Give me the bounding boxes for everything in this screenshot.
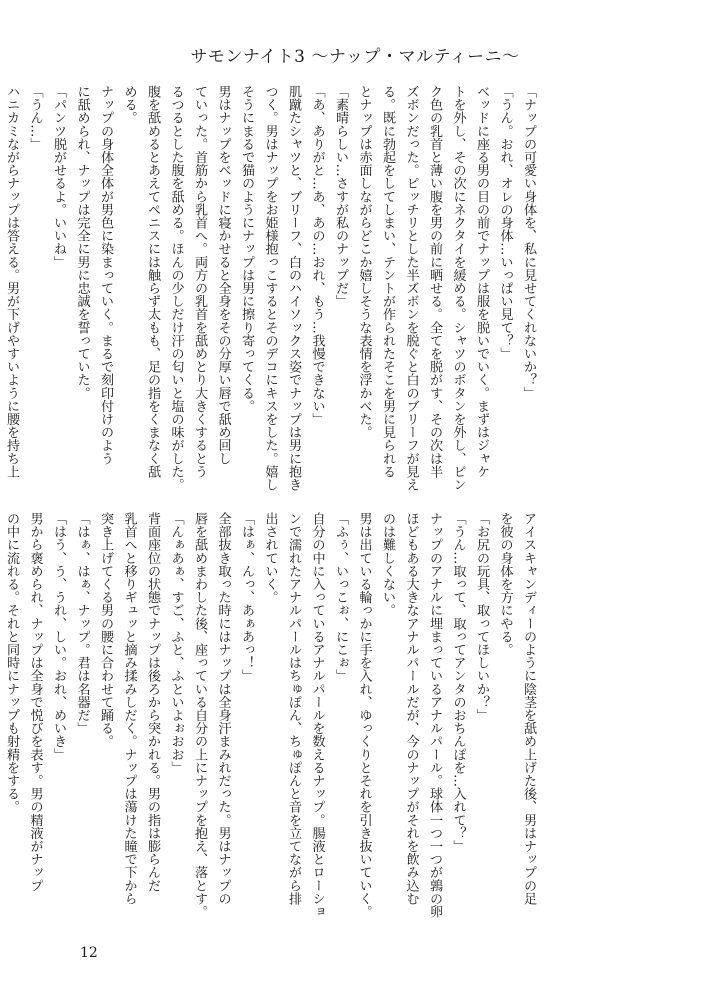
text-line: ンで濡れたアナルパールはちゅぽん、ちゅぽんと音を立てながら排 <box>286 512 301 905</box>
text-line: 出されていく。 <box>262 512 278 604</box>
text-line: の中に流れる。それと同時にナップも射精をする。 <box>4 512 19 814</box>
page-number: 12 <box>80 945 98 961</box>
lower-text-column <box>4 512 540 927</box>
text-line: 「パンツ脱がせるよ。いいね」 <box>51 85 66 269</box>
text-line: 男から褒められ、ナップは全身で悦びを表す。男の精液がナップ <box>27 512 43 892</box>
text-line: 「うん。おれ、オレの身体…いっぱい見て？」 <box>497 85 513 361</box>
text-line: 自分の中に入っているアナルパールを数えるナップ。腸液とローショ <box>309 512 325 919</box>
text-line: 「はぁ、はぁ、ナップ。君は名器だ」 <box>74 512 90 735</box>
text-line: 「んぁあぁ、すご、ふと、ふといよぉおお」 <box>168 512 184 774</box>
text-line: 男は出ている輪っかに手を入れ、ゆっくりとそれを引き抜いていく。 <box>356 512 372 919</box>
text-line: を彼の身体を方にやる。 <box>497 512 513 657</box>
text-line: 男はナップをベッドに寝かせると全身をその分厚い唇で舐め回し <box>215 85 231 465</box>
text-line: るつるとした腹を舐める。ほんの少しだけ汗の匂いと塩の味がした。 <box>168 85 184 492</box>
text-line: ク色の乳首と薄い腹を男の前に晒せる。全てを脱がす、その次は半 <box>427 85 442 478</box>
text-line: 「はぁ、んっ、あぁあっ！」 <box>239 512 254 683</box>
text-line: ナップの身体全体が男色に染まっていく。まるで刻印付けのよう <box>98 85 113 465</box>
text-line: 背面座位の状態でナップは後ろから突かれる。男の指は膨らんだ <box>145 512 160 892</box>
text-line: 腹を舐めるとあえてペニスには触らず太もも、足の指をくまなく舐 <box>145 85 160 478</box>
text-line: ナップのアナルに埋まっているアナルパール。球体一つ一つが鶉の卵 <box>427 512 442 919</box>
text-line: める。 <box>121 85 137 125</box>
text-line: 肌蹴たシャツと、ブリーフ、白のハイソックス姿でナップは男に抱き <box>286 85 301 492</box>
text-line: 「うん…」 <box>27 85 43 151</box>
text-line: 「はう、う、うれ、しい。おれ、めいき」 <box>51 512 66 761</box>
text-line: ハニカミながらナップは答える。男が下げやすいように腰を持ち上 <box>4 85 19 478</box>
text-line: アイスキャンディーのように陰茎を舐め上げた後、男はナップの足 <box>521 512 536 905</box>
text-line: 「お尻の玩具、取ってほしいか？」 <box>474 512 489 722</box>
text-line: ほどもある大きなアナルパールだが、今のナップがそれを飲み込む <box>403 512 419 905</box>
text-line: とナップは赤面しながらどこか嬉しそうな表情を浮かべた。 <box>356 85 372 439</box>
text-line: 「ナップの可愛い身体を、私に見せてくれないか？」 <box>521 85 536 400</box>
text-line: のは難しくない。 <box>380 512 395 617</box>
text-line: 突き上げてくる男の腰に合わせて踊る。 <box>98 512 113 748</box>
page-title: サモンナイト3 〜ナップ・マルティーニ〜 <box>190 47 520 67</box>
text-line: 「素晴らしい…さすが私のナップだ」 <box>333 85 348 308</box>
text-line: 乳首へと移りギュッと摘み揉みしだく。ナップは蕩けた瞳で下から <box>121 512 137 905</box>
text-line: 全部抜き取った時にはナップは全身汗まみれだった。男はナップの <box>215 512 231 905</box>
text-line: 「あ、ありがと…あ、あの…おれ、もう…我慢できない」 <box>309 85 325 426</box>
text-line: ベッドに座る男の目の前でナップは服を脱いでいく。まずはジャケ <box>474 85 489 478</box>
text-line: 「ふぅ、いっこぉ、にこぉ」 <box>333 512 348 683</box>
text-line: 「うん…取って、取ってアンタのおちんぽを…入れて？」 <box>450 512 466 853</box>
text-line: ていった。首筋から乳首へ。両方の乳首を舐めとり大きくするとう <box>192 85 207 478</box>
text-line: つく。男はナップをお姫様抱っこするとそのデコにキスをした。嬉し <box>262 85 278 492</box>
text-line: そうにまるで猫のようにナップは男に擦り寄ってくる。 <box>239 85 254 413</box>
text-line: ズボンだった。ピッチリとした半ズボンを脱ぐと白のブリーフが見え <box>403 85 419 492</box>
text-line: トを外し、その次にネクタイを緩める。シャツのボタンを外し、ピン <box>450 85 466 492</box>
upper-text-column <box>4 85 540 500</box>
text-line: る。既に勃起をしてしまい、テントが作られたそこを男に見られる <box>380 85 395 478</box>
text-line: 唇を舐めまわした後、座っている自分の上にナップを抱え、落とす。 <box>192 512 207 919</box>
text-line: に舐められ、ナップは完全に男に忠誠を誓っていた。 <box>74 85 90 400</box>
